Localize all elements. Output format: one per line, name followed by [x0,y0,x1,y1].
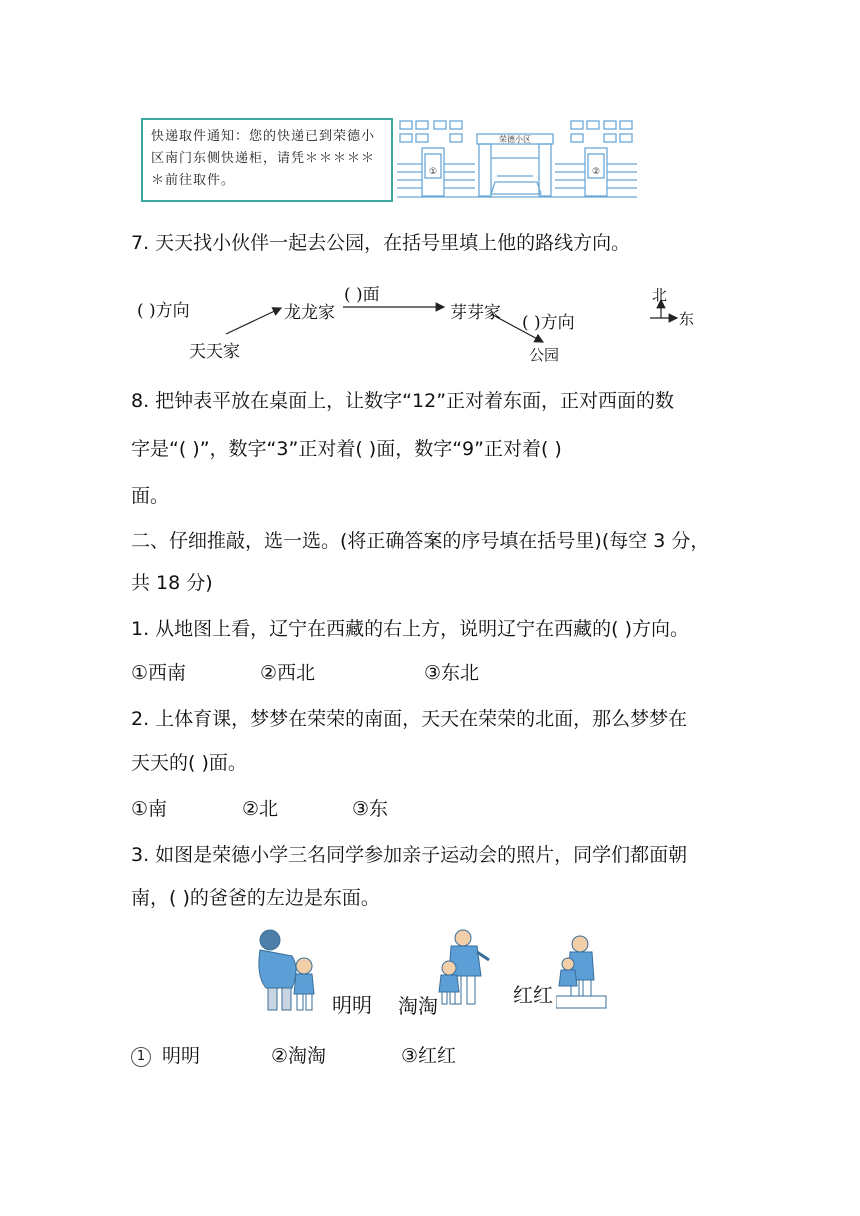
route-direction-blank-1: ( )方向 [137,301,190,321]
delivery-notice-box [141,118,393,202]
q8-line-1: 8. 把钟表平放在桌面上，让数字“12”正对着东面，正对西面的数 [131,390,675,412]
mc2-option-2: ②北 [242,798,279,820]
route-yaya-home: 芽芽家 [450,303,501,323]
mc1-option-1: ①西南 [131,662,187,684]
route-face-blank: ( )面 [344,285,380,305]
mc1-stem: 1. 从地图上看，辽宁在西藏的右上方，说明辽宁在西藏的( )方向。 [131,618,690,640]
mc3-option-2: ②淘淘 [271,1045,327,1067]
building-sign: 荣德小区 [499,135,531,144]
door-1-label: ① [428,167,438,177]
mc3-option-3: ③红红 [401,1045,457,1067]
residential-building-illustration [397,118,637,198]
mc3-option-1-text: 明明 [162,1045,201,1067]
q8-line-3: 面。 [131,485,170,507]
route-park: 公园 [529,346,560,364]
figure-label-mingming: 明明 [332,993,372,1017]
q7-stem: 7. 天天找小伙伴一起去公园，在括号里填上他的路线方向。 [131,232,631,254]
mc2-line-1: 2. 上体育课，梦梦在荣荣的南面，天天在荣荣的北面，那么梦梦在 [131,708,688,730]
figure-taotao-family [437,928,495,1008]
mc2-line-2: 天天的( )面。 [131,752,247,774]
compass-north-label: 北 [652,286,668,304]
route-diagram [131,278,721,368]
mc3-line-2: 南，( )的爸爸的左边是东面。 [131,887,380,909]
door-2-label: ② [591,167,601,177]
mc2-option-1: ①南 [131,798,168,820]
mc1-option-2: ②西北 [260,662,316,684]
mc3-option-1-number: 1 [131,1047,151,1067]
compass-east-label: 东 [679,310,695,328]
mc3-line-1: 3. 如图是荣德小学三名同学参加亲子运动会的照片，同学们都面朝 [131,844,688,866]
figure-mingming-family [252,928,330,1016]
route-direction-blank-2: ( )方向 [522,313,575,333]
section-2-heading-cont: 共 18 分) [131,572,213,594]
q8-line-2: 字是“( )”，数字“3”正对着( )面，数字“9”正对着( ) [131,438,562,460]
route-tiantian-home: 天天家 [189,342,240,362]
section-2-heading: 二、仔细推敲，选一选。(将正确答案的序号填在括号里)(每空 3 分， [131,530,710,552]
figure-honghong-family [556,934,608,1010]
figure-label-taotao: 淘淘 [398,994,438,1018]
figure-label-honghong: 红红 [513,983,553,1007]
mc1-option-3: ③东北 [424,662,480,684]
route-longlong-home: 龙龙家 [284,303,335,323]
delivery-notice-text: 快递取件通知：您的快递已到荣德小区南门东侧快递柜，请凭＊＊＊＊＊＊前往取件。 [151,129,376,188]
mc2-option-3: ③东 [352,798,389,820]
mc3-option-1 [131,1041,200,1068]
